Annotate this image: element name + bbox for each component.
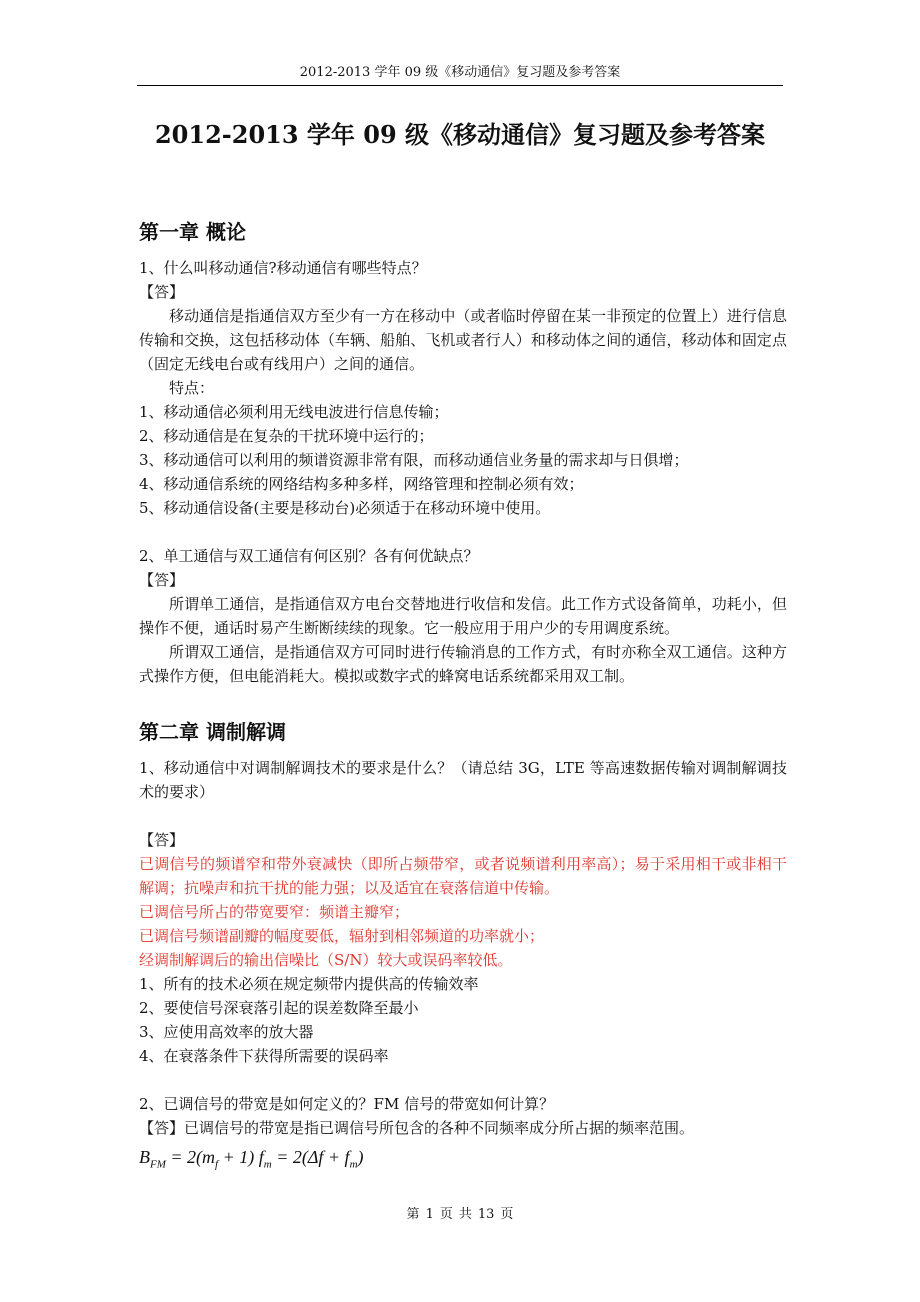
footer-total-number: 13 bbox=[477, 1207, 495, 1222]
ch1-q2-para-simplex: 所谓单工通信，是指通信双方电台交替地进行收信和发信。此工作方式设备简单，功耗小，但操作不便，通话时易产生断断续续的现象。它一般应用于用户少的专用调度系统。 bbox=[139, 595, 787, 637]
chapter-2 bbox=[139, 716, 787, 1180]
ch2-q1-item: 1、所有的技术必须在规定频带内提供高的传输效率 bbox=[139, 975, 479, 993]
document-body bbox=[139, 216, 787, 1180]
footer-total-label: 共 bbox=[458, 1207, 472, 1222]
footer-page-unit: 页 bbox=[439, 1207, 453, 1222]
chapter-2-heading: 第二章 调制解调 bbox=[139, 720, 286, 744]
ch2-q1-red-line: 已调信号所占的带宽要窄：频谱主瓣窄； bbox=[139, 903, 410, 921]
ch1-q2-answer-tag: 【答】 bbox=[139, 571, 185, 589]
ch1-q1-features-label: 特点： bbox=[169, 379, 215, 397]
ch2-q1-answer-tag: 【答】 bbox=[139, 831, 185, 849]
ch2-q1-red-line: 经调制解调后的输出信噪比（S/N）较大或误码率较低。 bbox=[139, 951, 513, 969]
footer-total-unit: 页 bbox=[500, 1207, 514, 1222]
running-header bbox=[137, 64, 783, 86]
footer-page-label: 第 bbox=[406, 1207, 420, 1222]
ch2-q2-question: 2、已调信号的带宽是如何定义的？FM 信号的带宽如何计算？ bbox=[139, 1095, 555, 1113]
footer-page-number: 1 bbox=[425, 1207, 434, 1222]
page-footer bbox=[137, 1206, 783, 1224]
ch2-q1-item: 3、应使用高效率的放大器 bbox=[139, 1023, 314, 1041]
ch1-feature-item: 3、移动通信可以利用的频谱资源非常有限，而移动通信业务量的需求却与日俱增； bbox=[139, 451, 689, 469]
running-header-text: 2012-2013 学年 09 级《移动通信》复习题及参考答案 bbox=[299, 65, 621, 80]
chapter-1 bbox=[139, 216, 787, 688]
ch1-q1-question: 1、什么叫移动通信?移动通信有哪些特点？ bbox=[139, 259, 427, 277]
ch1-q1-answer-para: 移动通信是指通信双方至少有一方在移动中（或者临时停留在某一非预定的位置上）进行信息传输和交换，这包括移动体（车辆、船舶、飞机或者行人）和移动体之间的通信，移动体和固定点（固定无线电台或有线用户）之间的通信。 bbox=[139, 307, 787, 373]
chapter-1-heading: 第一章 概论 bbox=[139, 220, 246, 244]
ch2-q1-item: 4、在衰落条件下获得所需要的误码率 bbox=[139, 1047, 389, 1065]
ch1-feature-item: 5、移动通信设备(主要是移动台)必须适于在移动环境中使用。 bbox=[139, 499, 551, 517]
ch1-feature-item: 2、移动通信是在复杂的干扰环境中运行的； bbox=[139, 427, 434, 445]
ch1-feature-item: 1、移动通信必须利用无线电波进行信息传输； bbox=[139, 403, 449, 421]
ch1-q2-para-duplex: 所谓双工通信，是指通信双方可同时进行传输消息的工作方式，有时亦称全双工通信。这种方式操作方便，但电能消耗大。模拟或数字式的蜂窝电话系统都采用双工制。 bbox=[139, 643, 787, 685]
ch1-feature-item: 4、移动通信系统的网络结构多种多样，网络管理和控制必须有效； bbox=[139, 475, 584, 493]
fm-bandwidth-formula: $B_{FM} = 2(m_f + 1) f_m = 2(\Delta f + f_m)$ bbox=[139, 1147, 364, 1171]
ch2-q1-item: 2、要使信号深衰落引起的误差数降至最小 bbox=[139, 999, 419, 1017]
ch2-q1-question: 1、移动通信中对调制解调技术的要求是什么？（请总结 3G，LTE 等高速数据传输对调制解调技术的要求） bbox=[139, 759, 787, 801]
document-title: 2012-2013 学年 09 级《移动通信》复习题及参考答案 bbox=[154, 120, 766, 149]
ch2-q2-answer-text: 已调信号的带宽是指已调信号所包含的各种不同频率成分所占据的频率范围。 bbox=[184, 1119, 695, 1137]
ch2-q1-red-line: 已调信号的频谱窄和带外衰减快（即所占频带窄，或者说频谱利用率高）；易于采用相干或非相干解调；抗噪声和抗干扰的能力强；以及适宜在衰落信道中传输。 bbox=[139, 855, 787, 897]
ch2-q1-red-line: 已调信号频谱副瓣的幅度要低，辐射到相邻频道的功率就小； bbox=[139, 927, 545, 945]
ch1-q2-question: 2、单工通信与双工通信有何区别？各有何优缺点？ bbox=[139, 547, 479, 565]
ch1-q1-answer-tag: 【答】 bbox=[139, 283, 185, 301]
ch2-q2-answer bbox=[139, 1116, 787, 1140]
ch2-q2-answer-tag: 【答】 bbox=[139, 1119, 185, 1137]
